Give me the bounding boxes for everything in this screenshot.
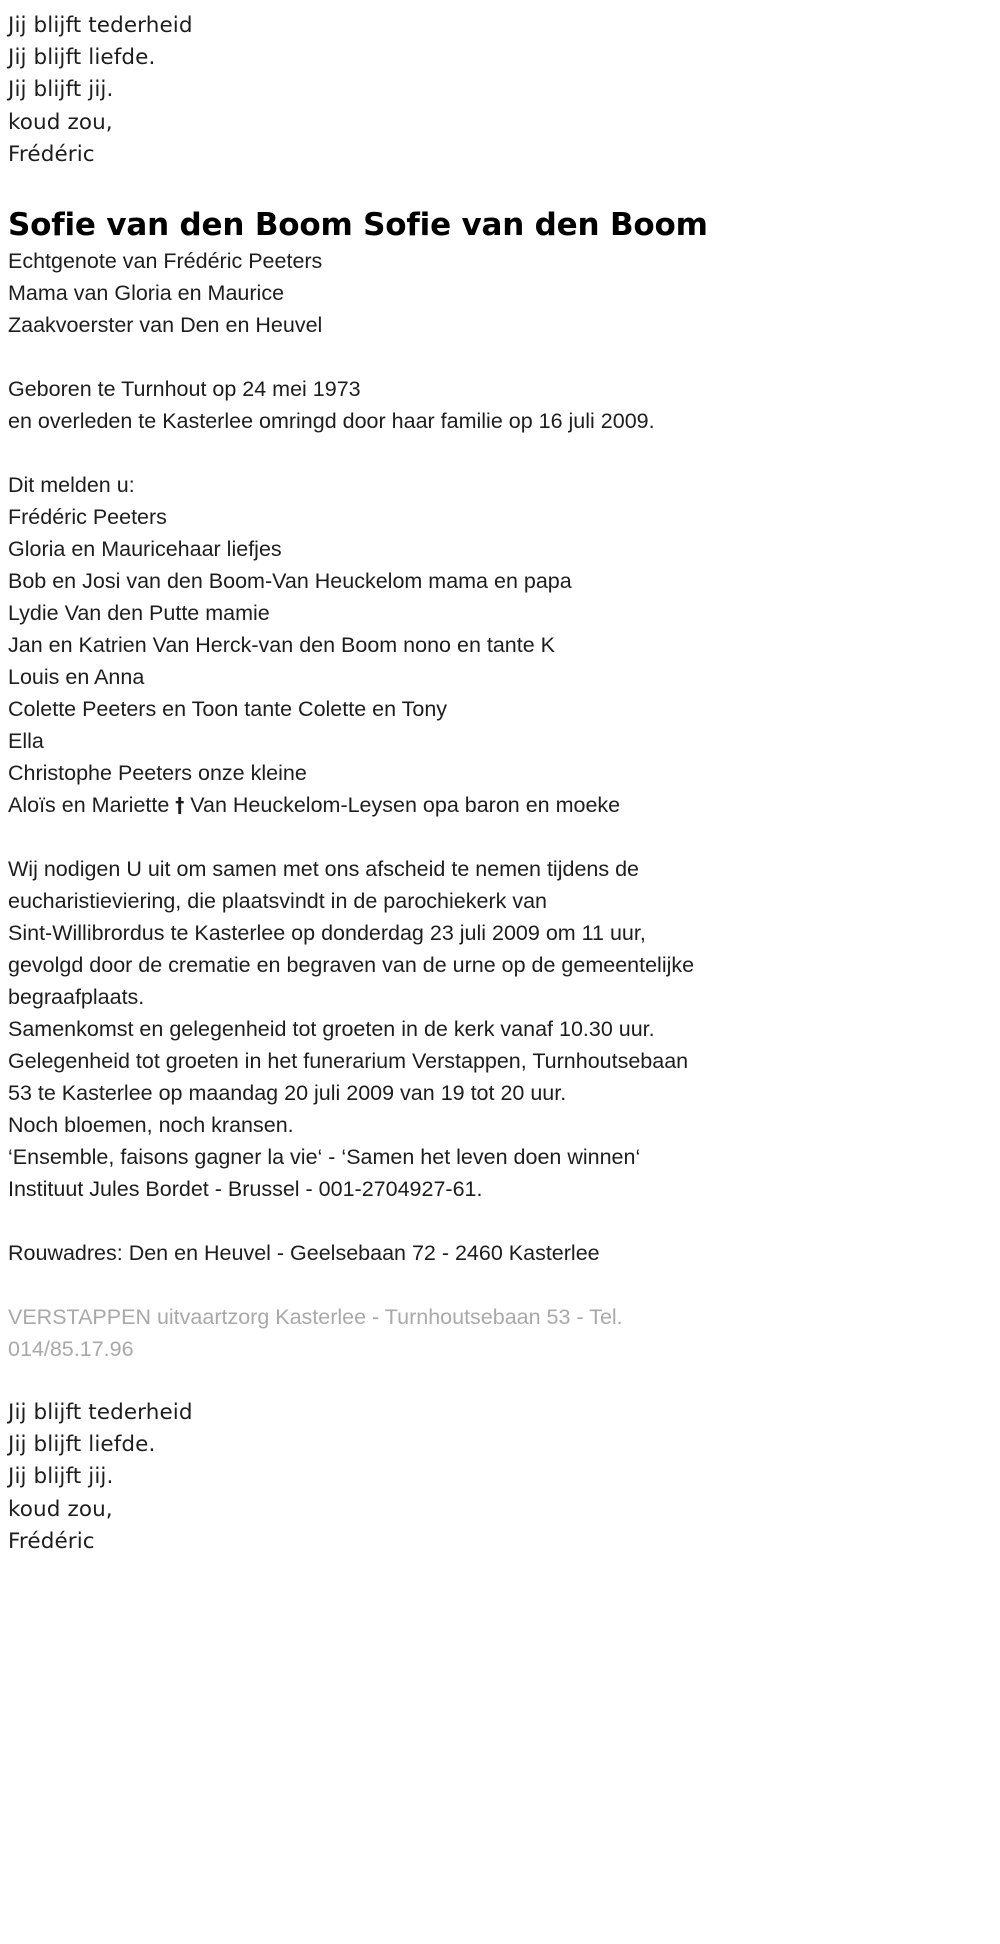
poem-bottom-line: Jij blijft liefde. xyxy=(8,1432,156,1458)
funeral-home-line: 014/85.17.96 xyxy=(8,1337,134,1362)
mourner-name: Colette Peeters en Toon tante Colette en Tony xyxy=(8,697,448,722)
mourner-name: Ella xyxy=(8,729,44,754)
invitation-line: Wij nodigen U uit om samen met ons afscheid te nemen tijdens de xyxy=(8,857,639,882)
poem-bottom-line: Jij blijft jij. xyxy=(8,1464,114,1490)
poem-top-line: Jij blijft tederheid xyxy=(8,13,193,38)
relation-line: Mama van Gloria en Maurice xyxy=(8,281,285,306)
poem-top-line: Jij blijft liefde. xyxy=(8,45,156,71)
mourner-name: Gloria en Mauricehaar liefjes xyxy=(8,537,282,562)
death-line: en overleden te Kasterlee omringd door haar familie op 16 juli 2009. xyxy=(8,409,655,434)
poem-bottom-line: Jij blijft tederheid xyxy=(8,1400,193,1426)
funeral-home-credit xyxy=(8,1301,992,1365)
mourning-address: Rouwadres: Den en Heuvel - Geelsebaan 72 - 2460 Kasterlee xyxy=(8,1241,600,1266)
invitation-line: 53 te Kasterlee op maandag 20 juli 2009 van 19 tot 20 uur. xyxy=(8,1081,567,1106)
invitation-line: Noch bloemen, noch kransen. xyxy=(8,1113,294,1138)
mourner-name-deceased xyxy=(8,789,992,821)
poem-top xyxy=(8,10,992,171)
poem-bottom-line: Frédéric xyxy=(8,1528,95,1554)
cross-icon: † xyxy=(175,793,185,818)
mourner-name: Jan en Katrien Van Herck-van den Boom nono en tante K xyxy=(8,633,556,658)
invitation-line: eucharistieviering, die plaatsvindt in de parochiekerk van xyxy=(8,889,548,914)
relations-block xyxy=(8,245,992,1269)
poem-top-line: koud zou, xyxy=(8,109,113,135)
mourner-name: Lydie Van den Putte mamie xyxy=(8,601,270,626)
donation-account: Instituut Jules Bordet - Brussel - 001-2704927-61. xyxy=(8,1177,483,1202)
invitation-quote: ‘Ensemble, faisons gagner la vie‘ - ‘Samen het leven doen winnen‘ xyxy=(8,1145,641,1170)
mourner-name-suffix: Van Heuckelom-Leysen opa baron en moeke xyxy=(184,793,621,818)
spacer xyxy=(8,1269,992,1301)
invitation-line: Samenkomst en gelegenheid tot groeten in de kerk vanaf 10.30 uur. xyxy=(8,1017,655,1042)
birth-line: Geboren te Turnhout op 24 mei 1973 xyxy=(8,377,361,402)
blank-line xyxy=(8,821,992,853)
spacer xyxy=(8,171,992,205)
blank-line xyxy=(8,1205,992,1237)
deceased-name-heading: Sofie van den Boom Sofie van den Boom xyxy=(8,207,708,244)
poem-top-line: Frédéric xyxy=(8,141,95,167)
funeral-home-line: VERSTAPPEN uitvaartzorg Kasterlee - Turnhoutsebaan 53 - Tel. xyxy=(8,1305,623,1330)
mourner-name: Christophe Peeters onze kleine xyxy=(8,761,307,786)
spacer xyxy=(8,1365,992,1397)
mourner-name: Louis en Anna xyxy=(8,665,145,690)
invitation-line: Gelegenheid tot groeten in het funerarium Verstappen, Turnhoutsebaan xyxy=(8,1049,689,1074)
relation-line: Echtgenote van Frédéric Peeters xyxy=(8,249,323,274)
poem-bottom xyxy=(8,1397,992,1558)
poem-bottom-line: koud zou, xyxy=(8,1496,113,1522)
mourner-name-prefix: Aloïs en Mariette xyxy=(8,793,176,818)
blank-line xyxy=(8,437,992,469)
announcement-intro: Dit melden u: xyxy=(8,473,135,498)
invitation-line: begraafplaats. xyxy=(8,985,145,1010)
blank-line xyxy=(8,341,992,373)
invitation-line: gevolgd door de crematie en begraven van de urne op de gemeentelijke xyxy=(8,953,695,978)
invitation-line: Sint-Willibrordus te Kasterlee op donderdag 23 juli 2009 om 11 uur, xyxy=(8,921,646,946)
mourner-name: Frédéric Peeters xyxy=(8,505,167,530)
poem-top-line: Jij blijft jij. xyxy=(8,77,114,103)
mourner-name: Bob en Josi van den Boom-Van Heuckelom mama en papa xyxy=(8,569,572,594)
relation-line: Zaakvoerster van Den en Heuvel xyxy=(8,313,323,338)
